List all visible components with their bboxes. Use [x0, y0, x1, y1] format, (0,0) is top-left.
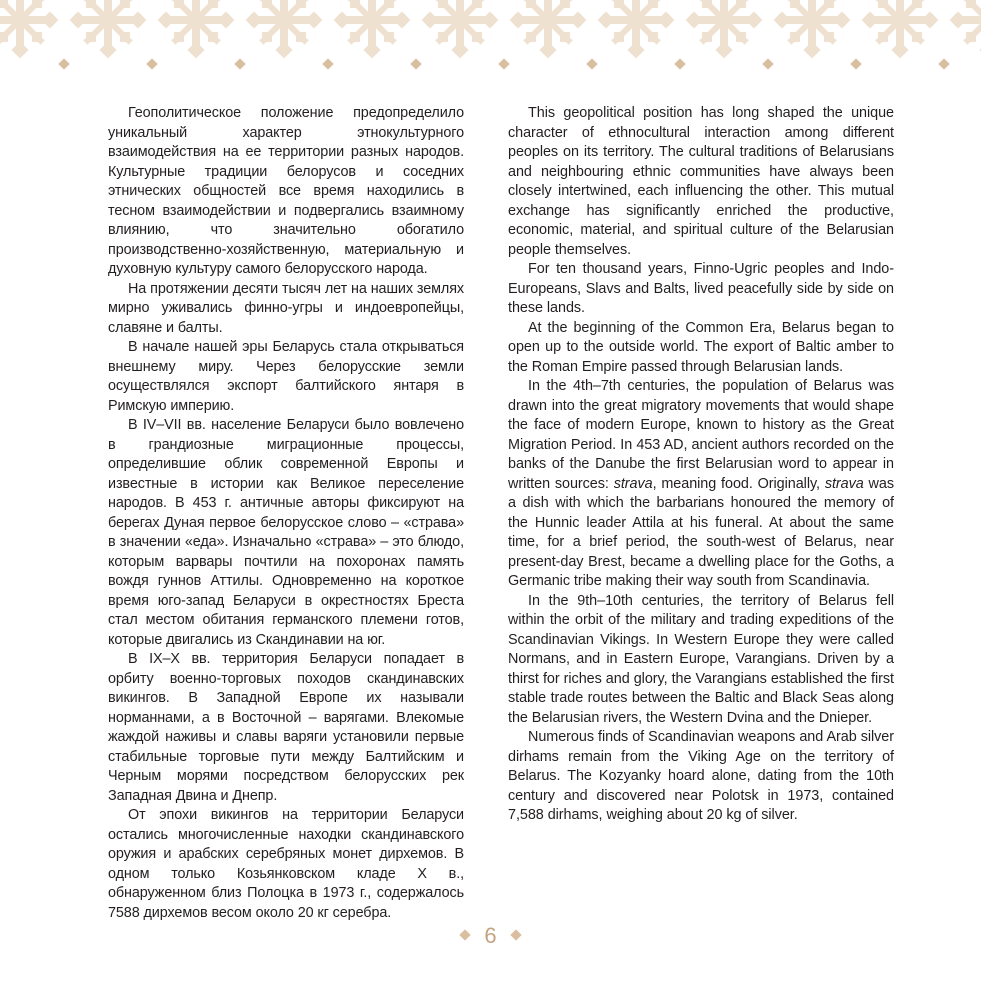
diamond-dot-icon [146, 58, 157, 69]
diamond-dot-icon [674, 58, 685, 69]
en-text: In the 4th–7th centuries, the population of Belarus was drawn into the great migratory movements that would shape the face of modern Europe, known to history as the Great Migration Period. In 453 AD, ancient authors recorded on the banks of the Danube the first Belarusian word to appear in written sources: [508, 378, 894, 492]
ornament-band [0, 0, 981, 80]
diamond-dot-icon [762, 58, 773, 69]
diamond-dot-icon [498, 58, 509, 69]
folk-pattern-motif [591, 0, 682, 65]
folk-pattern-motif [0, 0, 65, 65]
en-paragraph: At the beginning of the Common Era, Belarus began to open up to the outside world. The export of Baltic amber to the Roman Empire passed through Belarusian lands. [508, 319, 894, 375]
diamond-dot-icon [234, 58, 245, 69]
ru-paragraph: В начале нашей эры Беларусь стала открываться внешнему миру. Через белорусские земли осуществлялся экспорт балтийского янтаря в Римскую империю. [108, 339, 464, 414]
en-text: was a dish with which the barbarians honoured the memory of the Hunnic leader Attila at his funeral. At about the same time, for a brief period, the south-west of Belarus, near present-day Brest, became a dwelling place for the Goths, a Germanic tribe making their way south from Scandinavia. [508, 475, 894, 589]
page-footer [0, 922, 981, 952]
ru-paragraph: От эпохи викингов на территории Беларуси остались многочисленные находки скандинавского оружия и арабских серебряных монет дирхемов. В одном только Козьянковском кладе X в., обнаруженном близ Полоцка в 1973 г., содержалось 7588 дирхемов весом около 20 кг серебра. [108, 807, 464, 921]
ru-paragraph: В IX–X вв. территория Беларуси попадает в орбиту военно-торговых походов скандинавских викингов. В Западной Европе их называли норманнами, а в Восточной – варягами. Влекомые жаждой наживы и славы варяги установили первые стабильные торговые пути между Балтийским и Черным морями посредством белорусских рек Западная Двина и Днепр. [108, 651, 464, 804]
english-column [508, 104, 894, 826]
en-text: , meaning food. Originally, [652, 475, 825, 492]
strava-word: strava [613, 475, 653, 492]
diamond-dot-icon [938, 58, 949, 69]
en-paragraph: In the 9th–10th centuries, the territory of Belarus fell within the orbit of the military and trading expeditions of the Scandinavian Vikings. In Western Europe they were called Normans, and in Eastern Europe, Varangians. Driven by a thirst for riches and glory, the Varangians established the first stable trade routes between the Baltic and Black Seas along the Belarusian rivers, the Western Dvina and the Dnieper. [508, 592, 894, 726]
article-body [108, 104, 894, 921]
page-number: 6 [484, 923, 497, 948]
ru-paragraph: В IV–VII вв. население Беларуси было вовлечено в грандиозные миграционные процессы, определившие облик современной Европы и известные в истории как Великое переселение народов. В 453 г. античные авторы фиксируют на берегах Дуная первое белорусское слово – «страва» в значении «еда». Изначально «страва» – это блюдо, которым варвары почтили на похоронах память вождя гуннов Аттилы. Одновременно на короткое время юго-запад Беларуси в окрестностях Бреста стал местом обитания германского племени готов, которые двигались из Скандинавии на юг. [108, 417, 464, 648]
ru-paragraph: На протяжении десяти тысяч лет на наших землях мирно уживались финно-угры и индоевропейцы, славяне и балты. [108, 280, 464, 336]
folk-pattern-motif [151, 0, 242, 65]
folk-pattern-motif [63, 0, 154, 65]
en-paragraph: Numerous finds of Scandinavian weapons and Arab silver dirhams remain from the Viking Age on the territory of Belarus. The Kozyanky hoard alone, dating from the 10th century and discovered near Polotsk in 1973, contained 7,588 dirhams, weighing about 20 kg of silver. [508, 729, 894, 823]
folk-pattern-motif [503, 0, 594, 65]
diamond-dot-icon [322, 58, 333, 69]
folk-pattern-motif [943, 0, 981, 65]
diamond-dot-icon [586, 58, 597, 69]
folk-pattern-motif [415, 0, 506, 65]
diamond-dot-icon [58, 58, 69, 69]
strava-word: strava [824, 475, 864, 492]
en-paragraph: This geopolitical position has long shaped the unique character of ethnocultural interaction among different peoples on its territory. The cultural traditions of Belarusians and neighbouring ethnic communities have always been closely intertwined, each influencing the other. This mutual exchange has significantly enriched the productive, economic, material, and spiritual culture of the Belarusian people themselves. [508, 105, 894, 258]
folk-pattern-motif [679, 0, 770, 65]
folk-pattern-motif [767, 0, 858, 65]
diamond-dot-icon [850, 58, 861, 69]
folk-pattern-motif [327, 0, 418, 65]
diamond-dot-icon [410, 58, 421, 69]
russian-column [108, 104, 464, 923]
folk-pattern-motif [855, 0, 946, 65]
ru-paragraph: Геополитическое положение предопределило уникальный характер этнокультурного взаимодействия на ее территории разных народов. Культурные традиции белорусов и соседних этнических общностей все время находились в тесном взаимодействии и подвергались взаимному влиянию, что значительно обогатило производственно-хозяйственную, материальную и духовную культуру самого белорусского народа. [108, 105, 464, 277]
folk-pattern-motif [239, 0, 330, 65]
en-paragraph [508, 377, 894, 592]
en-paragraph: For ten thousand years, Finno-Ugric peoples and Indo-Europeans, Slavs and Balts, lived peacefully side by side on these lands. [508, 261, 894, 316]
